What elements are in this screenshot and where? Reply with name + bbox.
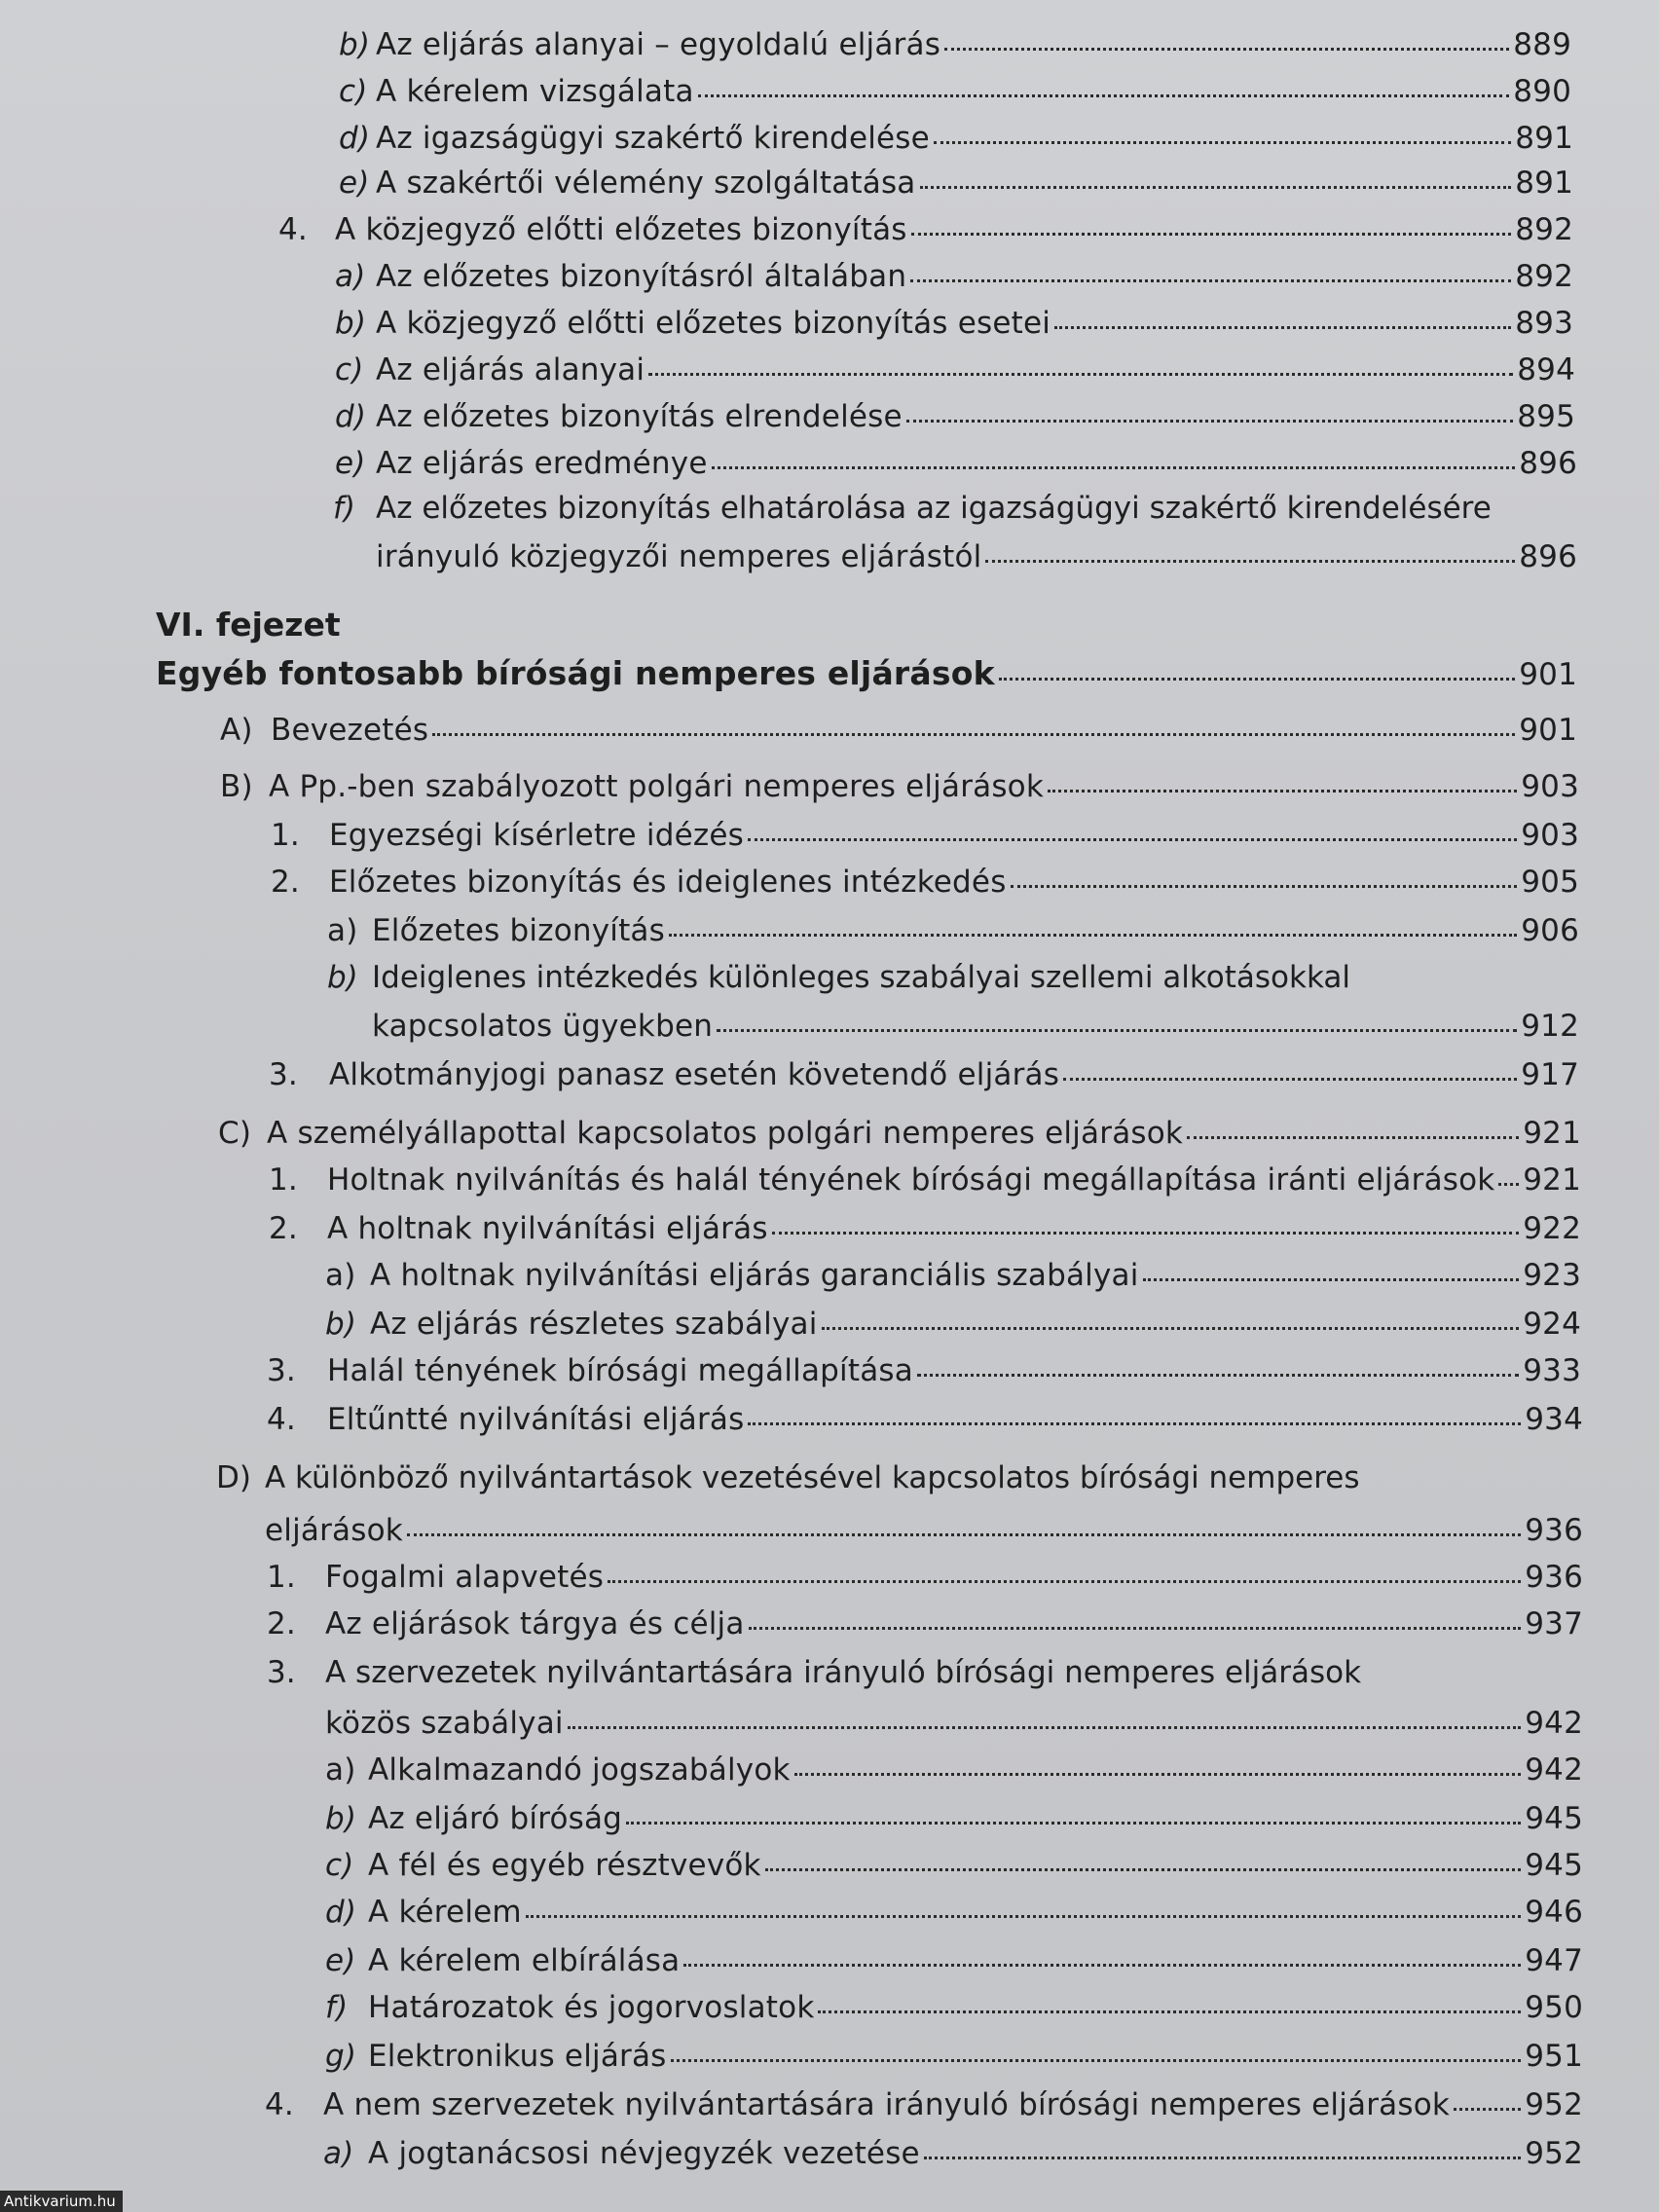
entry-title: Alkotmányjogi panasz esetén követendő eljárás bbox=[329, 1057, 1060, 1092]
entry-marker: 4. bbox=[265, 2087, 294, 2122]
leader-dots bbox=[765, 1868, 1522, 1871]
page-number: 912 bbox=[1521, 1009, 1579, 1044]
entry-marker: e) bbox=[335, 446, 366, 481]
page-number: 946 bbox=[1525, 1895, 1583, 1930]
leader-dots bbox=[906, 420, 1513, 423]
leader-dots bbox=[934, 141, 1511, 144]
leader-dots bbox=[432, 733, 1515, 736]
entry-title: A kérelem bbox=[368, 1895, 522, 1930]
entry-title: Bevezetés bbox=[271, 713, 429, 748]
entry-title: Alkalmazandó jogszabályok bbox=[368, 1752, 791, 1788]
leader-dots bbox=[910, 279, 1511, 282]
leader-dots bbox=[1143, 1278, 1520, 1281]
entry-marker: d) bbox=[339, 121, 371, 156]
page-number: 905 bbox=[1521, 865, 1579, 900]
page-number: 903 bbox=[1521, 818, 1579, 853]
entry-title: Az eljáró bíróság bbox=[368, 1801, 623, 1836]
page-number: 896 bbox=[1519, 446, 1577, 481]
toc-entry bbox=[271, 865, 1579, 900]
page-number: 951 bbox=[1525, 2039, 1583, 2074]
page-number: 947 bbox=[1525, 1943, 1583, 1978]
leader-dots bbox=[712, 466, 1516, 469]
entry-marker: 3. bbox=[267, 1353, 296, 1388]
entry-marker: 4. bbox=[267, 1402, 296, 1437]
toc-entry bbox=[271, 818, 1579, 853]
page-number: 892 bbox=[1515, 259, 1573, 294]
leader-dots bbox=[749, 1627, 1522, 1630]
entry-marker: a) bbox=[325, 1752, 356, 1788]
toc-entry-first-line bbox=[333, 491, 1492, 526]
toc-entry-first-line bbox=[267, 1655, 1361, 1690]
toc-entry-continuation bbox=[372, 1009, 1579, 1044]
toc-entry bbox=[269, 1057, 1579, 1092]
entry-title: Előzetes bizonyítás bbox=[372, 913, 665, 948]
leader-dots bbox=[748, 1422, 1521, 1425]
toc-entry bbox=[269, 1211, 1581, 1246]
entry-marker: c) bbox=[325, 1848, 354, 1883]
entry-title: Halál tényének bírósági megállapítása bbox=[327, 1353, 913, 1388]
entry-marker: B) bbox=[220, 769, 253, 804]
toc-entry bbox=[339, 121, 1573, 156]
toc-entry bbox=[335, 306, 1573, 341]
page-number: 922 bbox=[1523, 1211, 1581, 1246]
entry-title-continued: kapcsolatos ügyekben bbox=[372, 1009, 714, 1044]
entry-title: A Pp.-ben szabályozott polgári nemperes eljárások bbox=[269, 769, 1045, 804]
page-number: 937 bbox=[1525, 1606, 1583, 1641]
toc-entry bbox=[335, 352, 1575, 387]
toc-section-first-line bbox=[216, 1460, 1360, 1495]
page-number: 945 bbox=[1525, 1848, 1583, 1883]
leader-dots bbox=[648, 373, 1513, 376]
entry-marker: f) bbox=[325, 1990, 349, 2025]
toc-entry bbox=[339, 74, 1571, 109]
entry-title: A jogtanácsosi névjegyzék vezetése bbox=[368, 2136, 920, 2171]
entry-title: A közjegyző előtti előzetes bizonyítás bbox=[335, 212, 907, 247]
toc-entry bbox=[267, 1560, 1583, 1595]
page-number: 936 bbox=[1525, 1513, 1583, 1548]
toc-entry bbox=[325, 1801, 1583, 1836]
toc-entry bbox=[325, 1848, 1583, 1883]
entry-marker: 2. bbox=[267, 1606, 296, 1641]
leader-dots bbox=[1063, 1078, 1517, 1081]
toc-entry bbox=[323, 2136, 1583, 2171]
entry-marker: 1. bbox=[271, 818, 300, 853]
toc-entry bbox=[325, 1990, 1583, 2025]
leader-dots bbox=[920, 186, 1512, 189]
entry-marker: 1. bbox=[269, 1162, 298, 1198]
page-number: 894 bbox=[1517, 352, 1575, 387]
entry-title: Holtnak nyilvánítás és halál tényének bírósági megállapítása iránti eljárások bbox=[327, 1162, 1495, 1198]
page-number: 892 bbox=[1515, 212, 1573, 247]
page-number: 950 bbox=[1525, 1990, 1583, 2025]
leader-dots bbox=[917, 1374, 1519, 1377]
leader-dots bbox=[999, 678, 1516, 681]
toc-section-entry bbox=[220, 713, 1577, 748]
entry-title: Eltűntté nyilvánítási eljárás bbox=[327, 1402, 745, 1437]
leader-dots bbox=[822, 1327, 1520, 1330]
entry-marker: A) bbox=[220, 713, 253, 748]
leader-dots bbox=[794, 1773, 1522, 1776]
page-number: 924 bbox=[1523, 1307, 1581, 1342]
page-number: 903 bbox=[1521, 769, 1579, 804]
toc-entry bbox=[335, 399, 1575, 434]
toc-entry bbox=[267, 1353, 1581, 1388]
entry-title: A fél és egyéb résztvevők bbox=[368, 1848, 761, 1883]
leader-dots bbox=[407, 1533, 1521, 1536]
entry-marker: c) bbox=[335, 352, 364, 387]
leader-dots bbox=[1011, 885, 1518, 888]
leader-dots bbox=[944, 48, 1509, 51]
entry-marker: 4. bbox=[278, 212, 308, 247]
page-number: 933 bbox=[1523, 1353, 1581, 1388]
leader-dots bbox=[568, 1726, 1522, 1729]
entry-title: Fogalmi alapvetés bbox=[325, 1560, 605, 1595]
toc-entry bbox=[325, 1258, 1581, 1293]
page-number: 893 bbox=[1515, 306, 1573, 341]
entry-marker: f) bbox=[333, 491, 356, 526]
leader-dots bbox=[772, 1232, 1520, 1235]
page-number: 921 bbox=[1523, 1162, 1581, 1198]
toc-entry-continuation bbox=[376, 539, 1577, 574]
entry-marker: a) bbox=[327, 913, 358, 948]
entry-title: Ideiglenes intézkedés különleges szabályai szellemi alkotásokkal bbox=[372, 960, 1350, 995]
entry-marker: b) bbox=[335, 306, 367, 341]
toc-entry bbox=[278, 212, 1573, 247]
page-number: 923 bbox=[1523, 1258, 1581, 1293]
entry-marker: b) bbox=[325, 1801, 357, 1836]
entry-title: A különböző nyilvántartások vezetésével kapcsolatos bírósági nemperes bbox=[265, 1460, 1360, 1495]
page-number: 906 bbox=[1521, 913, 1579, 948]
page-number: 936 bbox=[1525, 1560, 1583, 1595]
entry-marker: b) bbox=[339, 27, 371, 62]
toc-entry bbox=[325, 1943, 1583, 1978]
leader-dots bbox=[669, 934, 1517, 937]
entry-marker: a) bbox=[335, 259, 366, 294]
leader-dots bbox=[683, 1964, 1521, 1967]
entry-marker: e) bbox=[325, 1943, 356, 1978]
chapter-title: Egyéb fontosabb bírósági nemperes eljárások bbox=[156, 654, 995, 692]
entry-marker: D) bbox=[216, 1460, 251, 1495]
entry-title: Az eljárás eredménye bbox=[376, 446, 708, 481]
entry-title-continued: közös szabályai bbox=[325, 1706, 564, 1741]
page-number: 890 bbox=[1513, 74, 1571, 109]
toc-entry bbox=[267, 1402, 1583, 1437]
watermark: Antikvarium.hu bbox=[0, 2191, 123, 2212]
leader-dots bbox=[985, 560, 1515, 563]
page-number: 942 bbox=[1525, 1706, 1583, 1741]
entry-marker: g) bbox=[325, 2039, 357, 2074]
toc-section-continuation bbox=[265, 1513, 1583, 1548]
toc-entry bbox=[325, 1895, 1583, 1930]
toc-entry bbox=[325, 2039, 1583, 2074]
entry-title: A kérelem vizsgálata bbox=[376, 74, 694, 109]
leader-dots bbox=[626, 1822, 1521, 1825]
leader-dots bbox=[671, 2059, 1522, 2062]
chapter-label: VI. fejezet bbox=[156, 606, 341, 644]
entry-marker: a) bbox=[325, 1258, 356, 1293]
page-number: 901 bbox=[1519, 657, 1577, 692]
entry-title: Az előzetes bizonyításról általában bbox=[376, 259, 907, 294]
entry-marker: C) bbox=[218, 1116, 252, 1151]
entry-title: Az előzetes bizonyítás elrendelése bbox=[376, 399, 903, 434]
entry-marker: d) bbox=[325, 1895, 357, 1930]
page-number: 952 bbox=[1525, 2136, 1583, 2171]
entry-marker: b) bbox=[327, 960, 358, 995]
entry-title: A nem szervezetek nyilvántartására irányuló bírósági nemperes eljárások bbox=[323, 2087, 1451, 2122]
entry-marker: 1. bbox=[267, 1560, 296, 1595]
entry-marker: 2. bbox=[269, 1211, 298, 1246]
entry-title: A szakértői vélemény szolgáltatása bbox=[376, 166, 916, 201]
toc-entry bbox=[269, 1162, 1581, 1198]
toc-entry bbox=[325, 1752, 1583, 1788]
leader-dots bbox=[1187, 1136, 1519, 1139]
leader-dots bbox=[748, 838, 1517, 841]
entry-marker: 3. bbox=[267, 1655, 296, 1690]
entry-title: A kérelem elbírálása bbox=[368, 1943, 681, 1978]
toc-entry bbox=[339, 166, 1573, 201]
toc-entry bbox=[267, 1606, 1583, 1641]
toc-entry bbox=[325, 1307, 1581, 1342]
entry-marker: a) bbox=[323, 2136, 354, 2171]
page-number: 921 bbox=[1523, 1116, 1581, 1151]
toc-entry bbox=[327, 913, 1579, 948]
leader-dots bbox=[1054, 326, 1511, 329]
page-number: 952 bbox=[1525, 2087, 1583, 2122]
entry-title: Előzetes bizonyítás és ideiglenes intézkedés bbox=[329, 865, 1007, 900]
leader-dots bbox=[698, 94, 1510, 97]
leader-dots bbox=[818, 2010, 1521, 2013]
entry-marker: d) bbox=[335, 399, 367, 434]
entry-title-continued: irányuló közjegyzői nemperes eljárástól bbox=[376, 539, 982, 574]
entry-marker: 3. bbox=[269, 1057, 298, 1092]
entry-title: A közjegyző előtti előzetes bizonyítás esetei bbox=[376, 306, 1051, 341]
entry-title: A személyállapottal kapcsolatos polgári nemperes eljárások bbox=[267, 1116, 1184, 1151]
toc-entry bbox=[335, 446, 1577, 481]
page-number: 891 bbox=[1515, 121, 1573, 156]
page-number: 917 bbox=[1521, 1057, 1579, 1092]
entry-marker: e) bbox=[339, 166, 370, 201]
entry-title-continued: eljárások bbox=[265, 1513, 403, 1548]
chapter-title-entry bbox=[156, 654, 1577, 692]
toc-entry-continuation bbox=[325, 1706, 1583, 1741]
entry-title: A szervezetek nyilvántartására irányuló bírósági nemperes eljárások bbox=[325, 1655, 1362, 1690]
page-number: 896 bbox=[1519, 539, 1577, 574]
entry-title: Az eljárás részletes szabályai bbox=[370, 1307, 818, 1342]
page-number: 934 bbox=[1525, 1402, 1583, 1437]
entry-marker: 2. bbox=[271, 865, 300, 900]
leader-dots bbox=[1498, 1183, 1519, 1186]
page-number: 901 bbox=[1519, 713, 1577, 748]
entry-marker: c) bbox=[339, 74, 368, 109]
entry-title: Az eljárások tárgya és célja bbox=[325, 1606, 745, 1641]
entry-title: Az eljárás alanyai bbox=[376, 352, 645, 387]
toc-section-entry bbox=[220, 769, 1579, 804]
toc-entry bbox=[335, 259, 1573, 294]
leader-dots bbox=[1454, 2108, 1521, 2111]
entry-title: Az igazságügyi szakértő kirendelése bbox=[376, 121, 930, 156]
page-number: 895 bbox=[1517, 399, 1575, 434]
toc-section-entry bbox=[218, 1116, 1581, 1151]
leader-dots bbox=[526, 1915, 1521, 1918]
page-number: 945 bbox=[1525, 1801, 1583, 1836]
leader-dots bbox=[924, 2157, 1521, 2159]
leader-dots bbox=[717, 1029, 1517, 1032]
leader-dots bbox=[911, 233, 1512, 236]
entry-title: Határozatok és jogorvoslatok bbox=[368, 1990, 815, 2025]
entry-title: A holtnak nyilvánítási eljárás bbox=[327, 1211, 768, 1246]
toc-entry-first-line bbox=[327, 960, 1350, 995]
leader-dots bbox=[608, 1580, 1521, 1583]
entry-title: Az előzetes bizonyítás elhatárolása az igazságügyi szakértő kirendelésére bbox=[376, 491, 1492, 526]
toc-entry bbox=[265, 2087, 1583, 2122]
page-number: 942 bbox=[1525, 1752, 1583, 1788]
entry-marker: b) bbox=[325, 1307, 357, 1342]
entry-title: Elektronikus eljárás bbox=[368, 2039, 667, 2074]
entry-title: A holtnak nyilvánítási eljárás garanciális szabályai bbox=[370, 1258, 1139, 1293]
toc-entry bbox=[339, 27, 1571, 62]
entry-title: Az eljárás alanyai – egyoldalú eljárás bbox=[376, 27, 941, 62]
page-number: 891 bbox=[1515, 166, 1573, 201]
leader-dots bbox=[1048, 790, 1517, 793]
page-number: 889 bbox=[1513, 27, 1571, 62]
entry-title: Egyezségi kísérletre idézés bbox=[329, 818, 744, 853]
